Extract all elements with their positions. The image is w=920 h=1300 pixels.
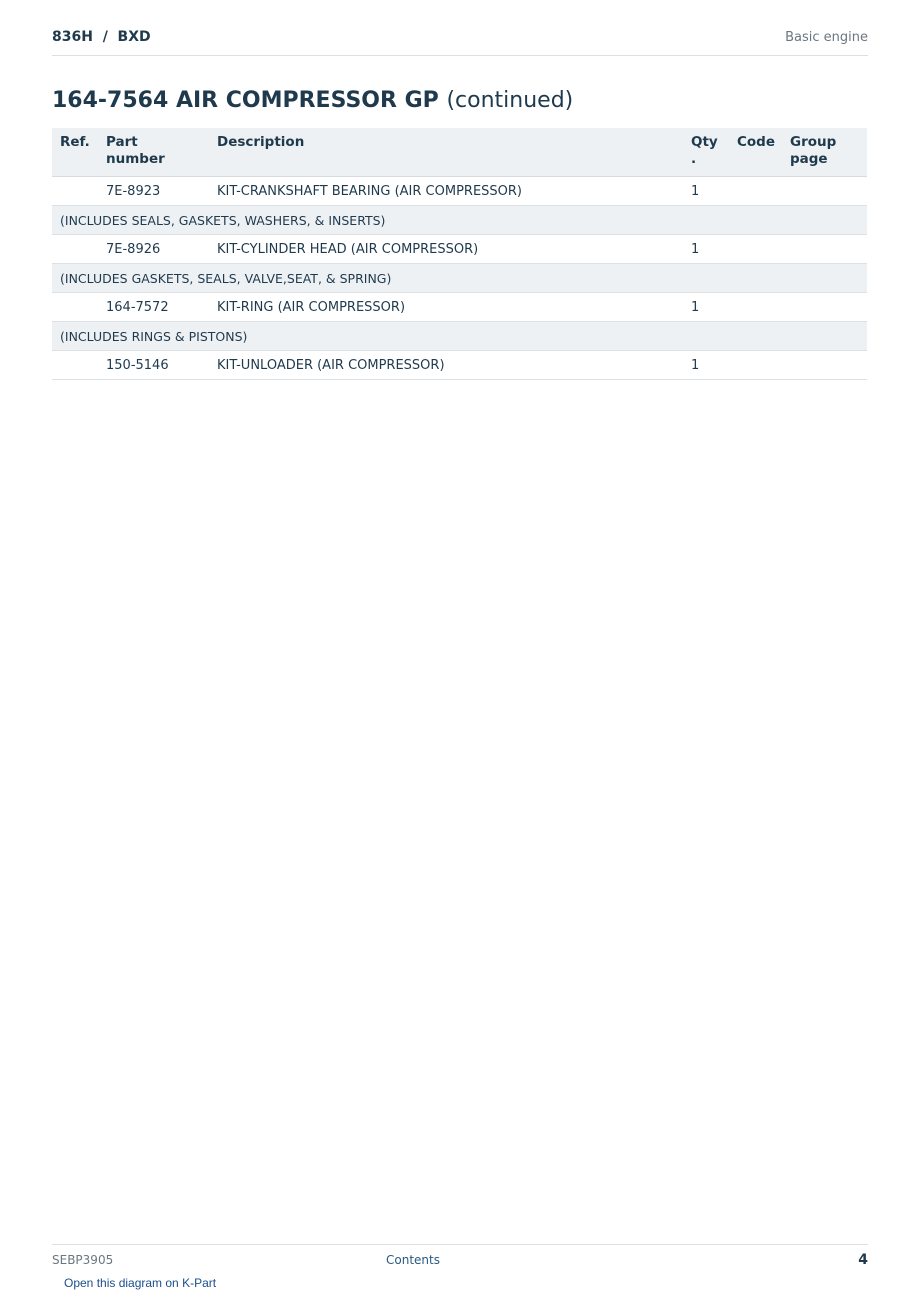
column-header-qty: Qty . xyxy=(683,128,729,177)
cell-note: (INCLUDES RINGS & PISTONS) xyxy=(52,322,867,351)
cell-code xyxy=(729,177,782,206)
page-title-main: 164-7564 AIR COMPRESSOR GP xyxy=(52,88,439,113)
cell-group-page xyxy=(782,293,867,322)
cell-code xyxy=(729,351,782,380)
cell-code xyxy=(729,235,782,264)
cell-code xyxy=(729,293,782,322)
cell-description: KIT-UNLOADER (AIR COMPRESSOR) xyxy=(209,351,683,380)
cell-part-number: 164-7572 xyxy=(98,293,209,322)
column-header-description: Description xyxy=(209,128,683,177)
cell-qty: 1 xyxy=(683,235,729,264)
table-row xyxy=(52,177,867,206)
column-header-group-page: Group page xyxy=(782,128,867,177)
cell-part-number: 7E-8923 xyxy=(98,177,209,206)
cell-description: KIT-CYLINDER HEAD (AIR COMPRESSOR) xyxy=(209,235,683,264)
cell-description: KIT-CRANKSHAFT BEARING (AIR COMPRESSOR) xyxy=(209,177,683,206)
cell-group-page xyxy=(782,351,867,380)
cell-note: (INCLUDES SEALS, GASKETS, WASHERS, & INSERTS) xyxy=(52,206,867,235)
page-title-suffix: (continued) xyxy=(446,88,574,113)
table-row xyxy=(52,351,867,380)
cell-ref xyxy=(52,293,98,322)
cell-qty: 1 xyxy=(683,293,729,322)
page-title xyxy=(52,88,573,113)
document-id: SEBP3905 xyxy=(52,1253,114,1267)
cell-ref xyxy=(52,235,98,264)
cell-part-number: 7E-8926 xyxy=(98,235,209,264)
table-note-row xyxy=(52,264,867,293)
parts-table xyxy=(52,128,867,380)
page-header xyxy=(52,28,868,56)
cell-part-number: 150-5146 xyxy=(98,351,209,380)
cell-group-page xyxy=(782,235,867,264)
cell-qty: 1 xyxy=(683,177,729,206)
section-name: Basic engine xyxy=(785,30,868,45)
cell-group-page xyxy=(782,177,867,206)
table-note-row xyxy=(52,322,867,351)
column-header-ref: Ref. xyxy=(52,128,98,177)
machine-model: 836H / BXD xyxy=(52,29,151,45)
open-kpart-link[interactable]: Open this diagram on K-Part xyxy=(64,1276,217,1290)
footer-divider xyxy=(52,1244,868,1245)
page-number: 4 xyxy=(858,1252,868,1268)
cell-ref xyxy=(52,351,98,380)
cell-description: KIT-RING (AIR COMPRESSOR) xyxy=(209,293,683,322)
table-note-row xyxy=(52,206,867,235)
table-row xyxy=(52,235,867,264)
cell-ref xyxy=(52,177,98,206)
column-header-code: Code xyxy=(729,128,782,177)
column-header-part-number: Part number xyxy=(98,128,209,177)
cell-qty: 1 xyxy=(683,351,729,380)
cell-note: (INCLUDES GASKETS, SEALS, VALVE,SEAT, & SPRING) xyxy=(52,264,867,293)
table-header-row xyxy=(52,128,867,177)
table-row xyxy=(52,293,867,322)
contents-link[interactable]: Contents xyxy=(386,1253,440,1267)
